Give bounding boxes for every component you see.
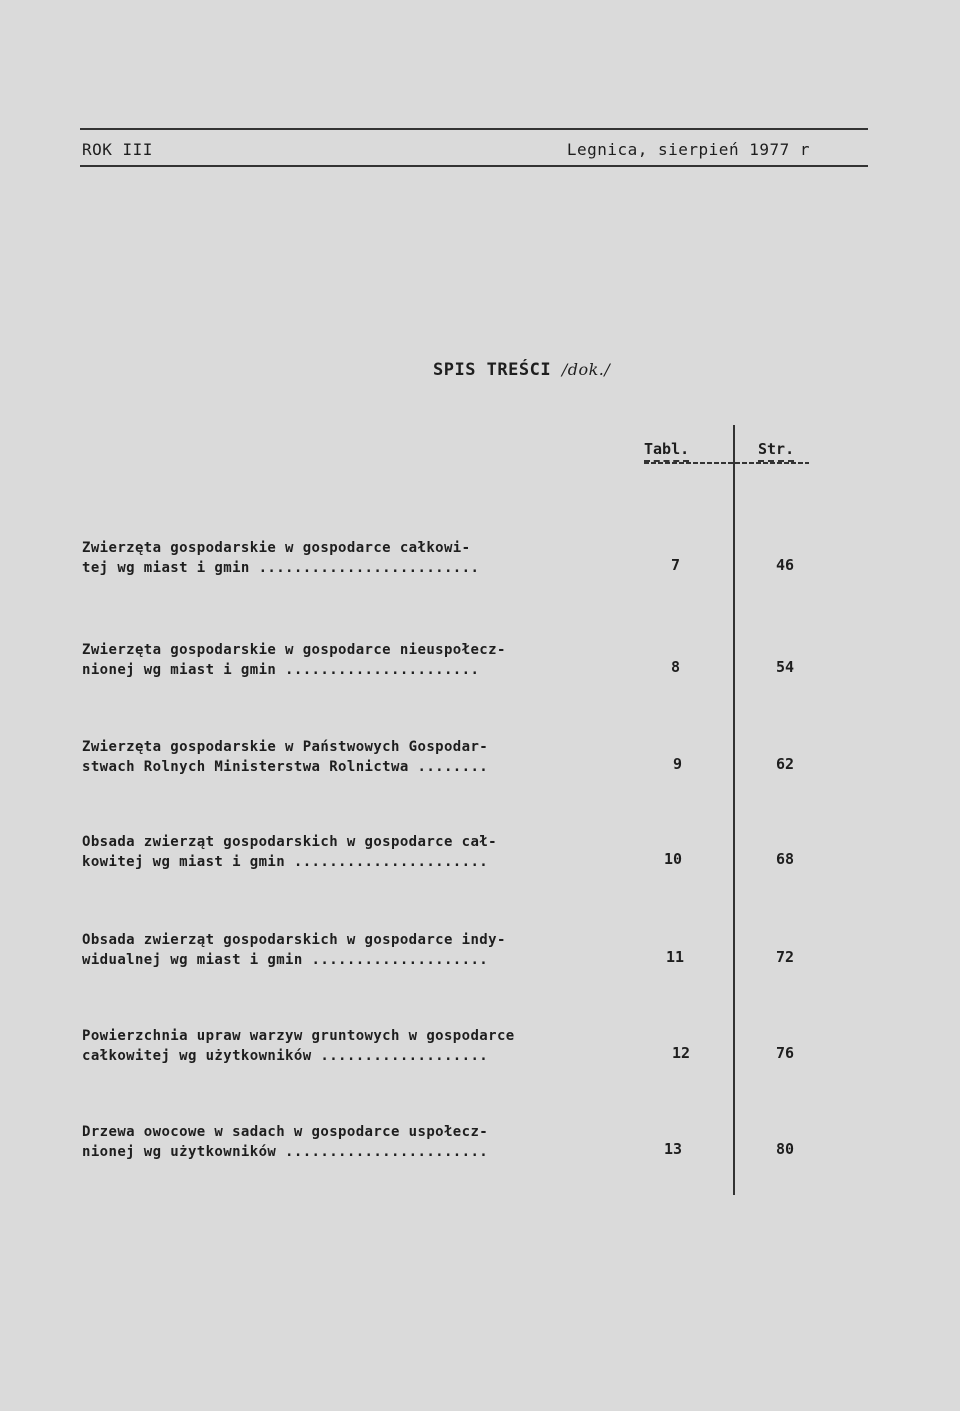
- toc-table-number: 13: [663, 1140, 682, 1158]
- toc-page-number: 68: [775, 850, 795, 868]
- toc-page-number: 76: [775, 1044, 795, 1062]
- toc-entry: [82, 640, 642, 680]
- toc-entry: [82, 538, 642, 578]
- toc-entry-line: Drzewa owocowe w sadach w gospodarce uspołecz-: [82, 1124, 489, 1140]
- title-main: SPIS TREŚCI: [433, 360, 552, 380]
- header-place-date: Legnica, sierpień 1977 r: [566, 140, 810, 159]
- toc-entry-line: Obsada zwierząt gospodarskich w gospodarce indy-: [82, 932, 506, 948]
- toc-table-number: 11: [665, 948, 684, 966]
- toc-page-number: 72: [775, 948, 795, 966]
- column-header-str: Str.: [758, 440, 794, 462]
- header-year: ROK III: [82, 140, 153, 159]
- toc-entry-line: Zwierzęta gospodarskie w Państwowych Gospodar-: [82, 739, 489, 755]
- toc-entry-line: stwach Rolnych Ministerstwa Rolnictwa ........: [82, 759, 489, 775]
- column-divider: [733, 425, 735, 1195]
- toc-entry: [82, 1122, 642, 1162]
- toc-entry: [82, 832, 642, 872]
- toc-page-number: 80: [775, 1140, 795, 1158]
- toc-table-number: 12: [671, 1044, 690, 1062]
- toc-entry: [82, 930, 642, 970]
- toc-page-number: 62: [775, 755, 795, 773]
- toc-entry-line: nionej wg miast i gmin ......................: [82, 662, 480, 678]
- toc-page-number: 46: [775, 556, 795, 574]
- toc-page-number: 54: [775, 658, 795, 676]
- page-title: [433, 360, 610, 380]
- toc-entry-line: całkowitej wg użytkowników ...................: [82, 1048, 489, 1064]
- toc-entry-line: tej wg miast i gmin .........................: [82, 560, 480, 576]
- toc-entry-line: Zwierzęta gospodarskie w gospodarce całkowi-: [82, 540, 471, 556]
- header-top-rule: [80, 128, 868, 130]
- toc-table-number: 10: [663, 850, 682, 868]
- column-header-tabl: Tabl.: [644, 440, 689, 462]
- toc-entry-line: Obsada zwierząt gospodarskich w gospodarce cał-: [82, 834, 497, 850]
- title-suffix: /dok./: [561, 360, 611, 379]
- column-header-underline: [644, 462, 809, 464]
- toc-entry-line: kowitej wg miast i gmin ......................: [82, 854, 489, 870]
- toc-entry: [82, 1026, 642, 1066]
- header-bottom-rule: [80, 165, 868, 167]
- toc-table-number: 7: [670, 556, 680, 574]
- toc-entry-line: Zwierzęta gospodarskie w gospodarce nieuspołecz-: [82, 642, 506, 658]
- toc-entry: [82, 737, 642, 777]
- toc-entry-line: nionej wg użytkowników .......................: [82, 1144, 489, 1160]
- toc-entry-line: Powierzchnia upraw warzyw gruntowych w gospodarce: [82, 1028, 515, 1044]
- toc-table-number: 9: [672, 755, 682, 773]
- toc-table-number: 8: [670, 658, 680, 676]
- toc-entry-line: widualnej wg miast i gmin ....................: [82, 952, 489, 968]
